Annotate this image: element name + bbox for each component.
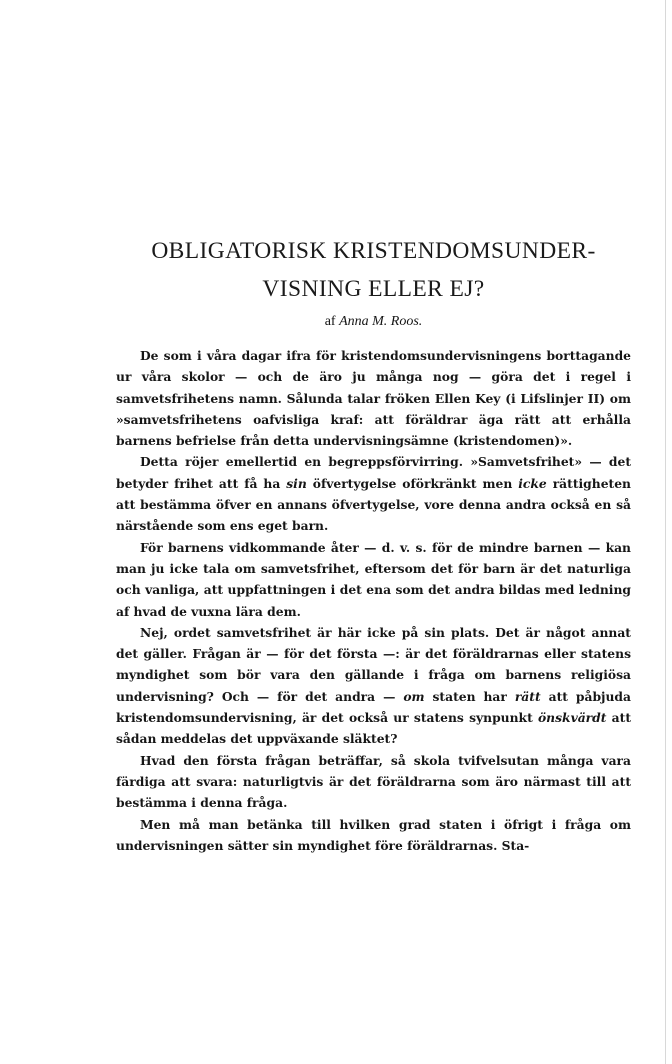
paragraph-4-italic-a: om: [403, 688, 425, 704]
document-page: [116, 0, 631, 1064]
paragraph-2-italic-a: sin: [286, 475, 307, 491]
paragraph-2-text-c: rättigheten att bestämma öfver en annans öfvertygelse, vore denna andra också en så närstående som ens eget barn.: [116, 475, 631, 534]
paragraph-2-italic-b: icke: [518, 475, 547, 491]
paragraph-4-text-b: staten har: [424, 688, 515, 704]
paragraph-4: [116, 622, 631, 750]
paragraph-1: De som i våra dagar ifra för kristendomsundervisningens borttagande ur våra skolor — och de äro ju många nog — göra det i regel i samvetsfrihetens namn. Sålunda talar fröken Ellen Key (i Lifslinjer II) om »samvetsfrihetens oafvisliga kraf: att föräldrar äga rätt att erhålla barnens befrielse från detta undervisningsämne (kristendomen)».: [116, 348, 631, 449]
paragraph-4-italic-c: önskvärdt: [537, 710, 607, 726]
paragraph-4-text-a: Nej, ordet samvetsfrihet är här icke på sin plats. Det är något annat det gäller. Frågan är — för det första —: är det föräldrarnas eller statens myndighet som bör vara den gällande i fråga om barnens religiösa undervisning? Och — för det andra —: [116, 624, 631, 704]
paragraph-2: [116, 451, 631, 536]
page-edge-line: [665, 0, 666, 1064]
paragraph-4-italic-b: rätt: [514, 688, 541, 704]
title-line-2: VISNING ELLER EJ?: [262, 276, 485, 302]
author-name: Anna M. Roos.: [339, 314, 423, 329]
title-line-1: OBLIGATORISK KRISTENDOMSUNDER-: [151, 238, 596, 264]
article-body: [116, 345, 631, 856]
author-line: [116, 312, 631, 332]
author-prefix: af: [324, 314, 336, 329]
paragraph-4-text-d: att sådan meddelas det uppväxande släktet?: [116, 710, 632, 747]
article-title: [116, 232, 631, 308]
paragraph-2-text-a: Detta röjer emellertid en begreppsförvirring. »Samvetsfrihet» — det betyder frihet att få ha: [116, 454, 631, 491]
paragraph-4-text-c: att påbjuda kristendomsundervisning, är det också ur statens synpunkt: [116, 688, 631, 726]
paragraph-3: För barnens vidkommande åter — d. v. s. för de mindre barnen — kan man ju icke tala om samvetsfrihet, eftersom det för barn är det naturliga och vanliga, att uppfattningen i det ena som det andra bildas med ledning af hvad de vuxna lära dem.: [116, 539, 631, 619]
paragraph-5: Hvad den första frågan beträffar, så skola tvifvelsutan många vara färdiga att svara: naturligtvis är det föräldrarna som äro närmast till att bestämma i denna fråga.: [116, 752, 631, 811]
paragraph-6: Men må man betänka till hvilken grad staten i öfrigt i fråga om undervisningen sätter sin myndighet före föräldrarnas. Sta-: [116, 816, 631, 853]
paragraph-2-text-b: öfvertygelse oförkränkt men: [306, 475, 519, 491]
